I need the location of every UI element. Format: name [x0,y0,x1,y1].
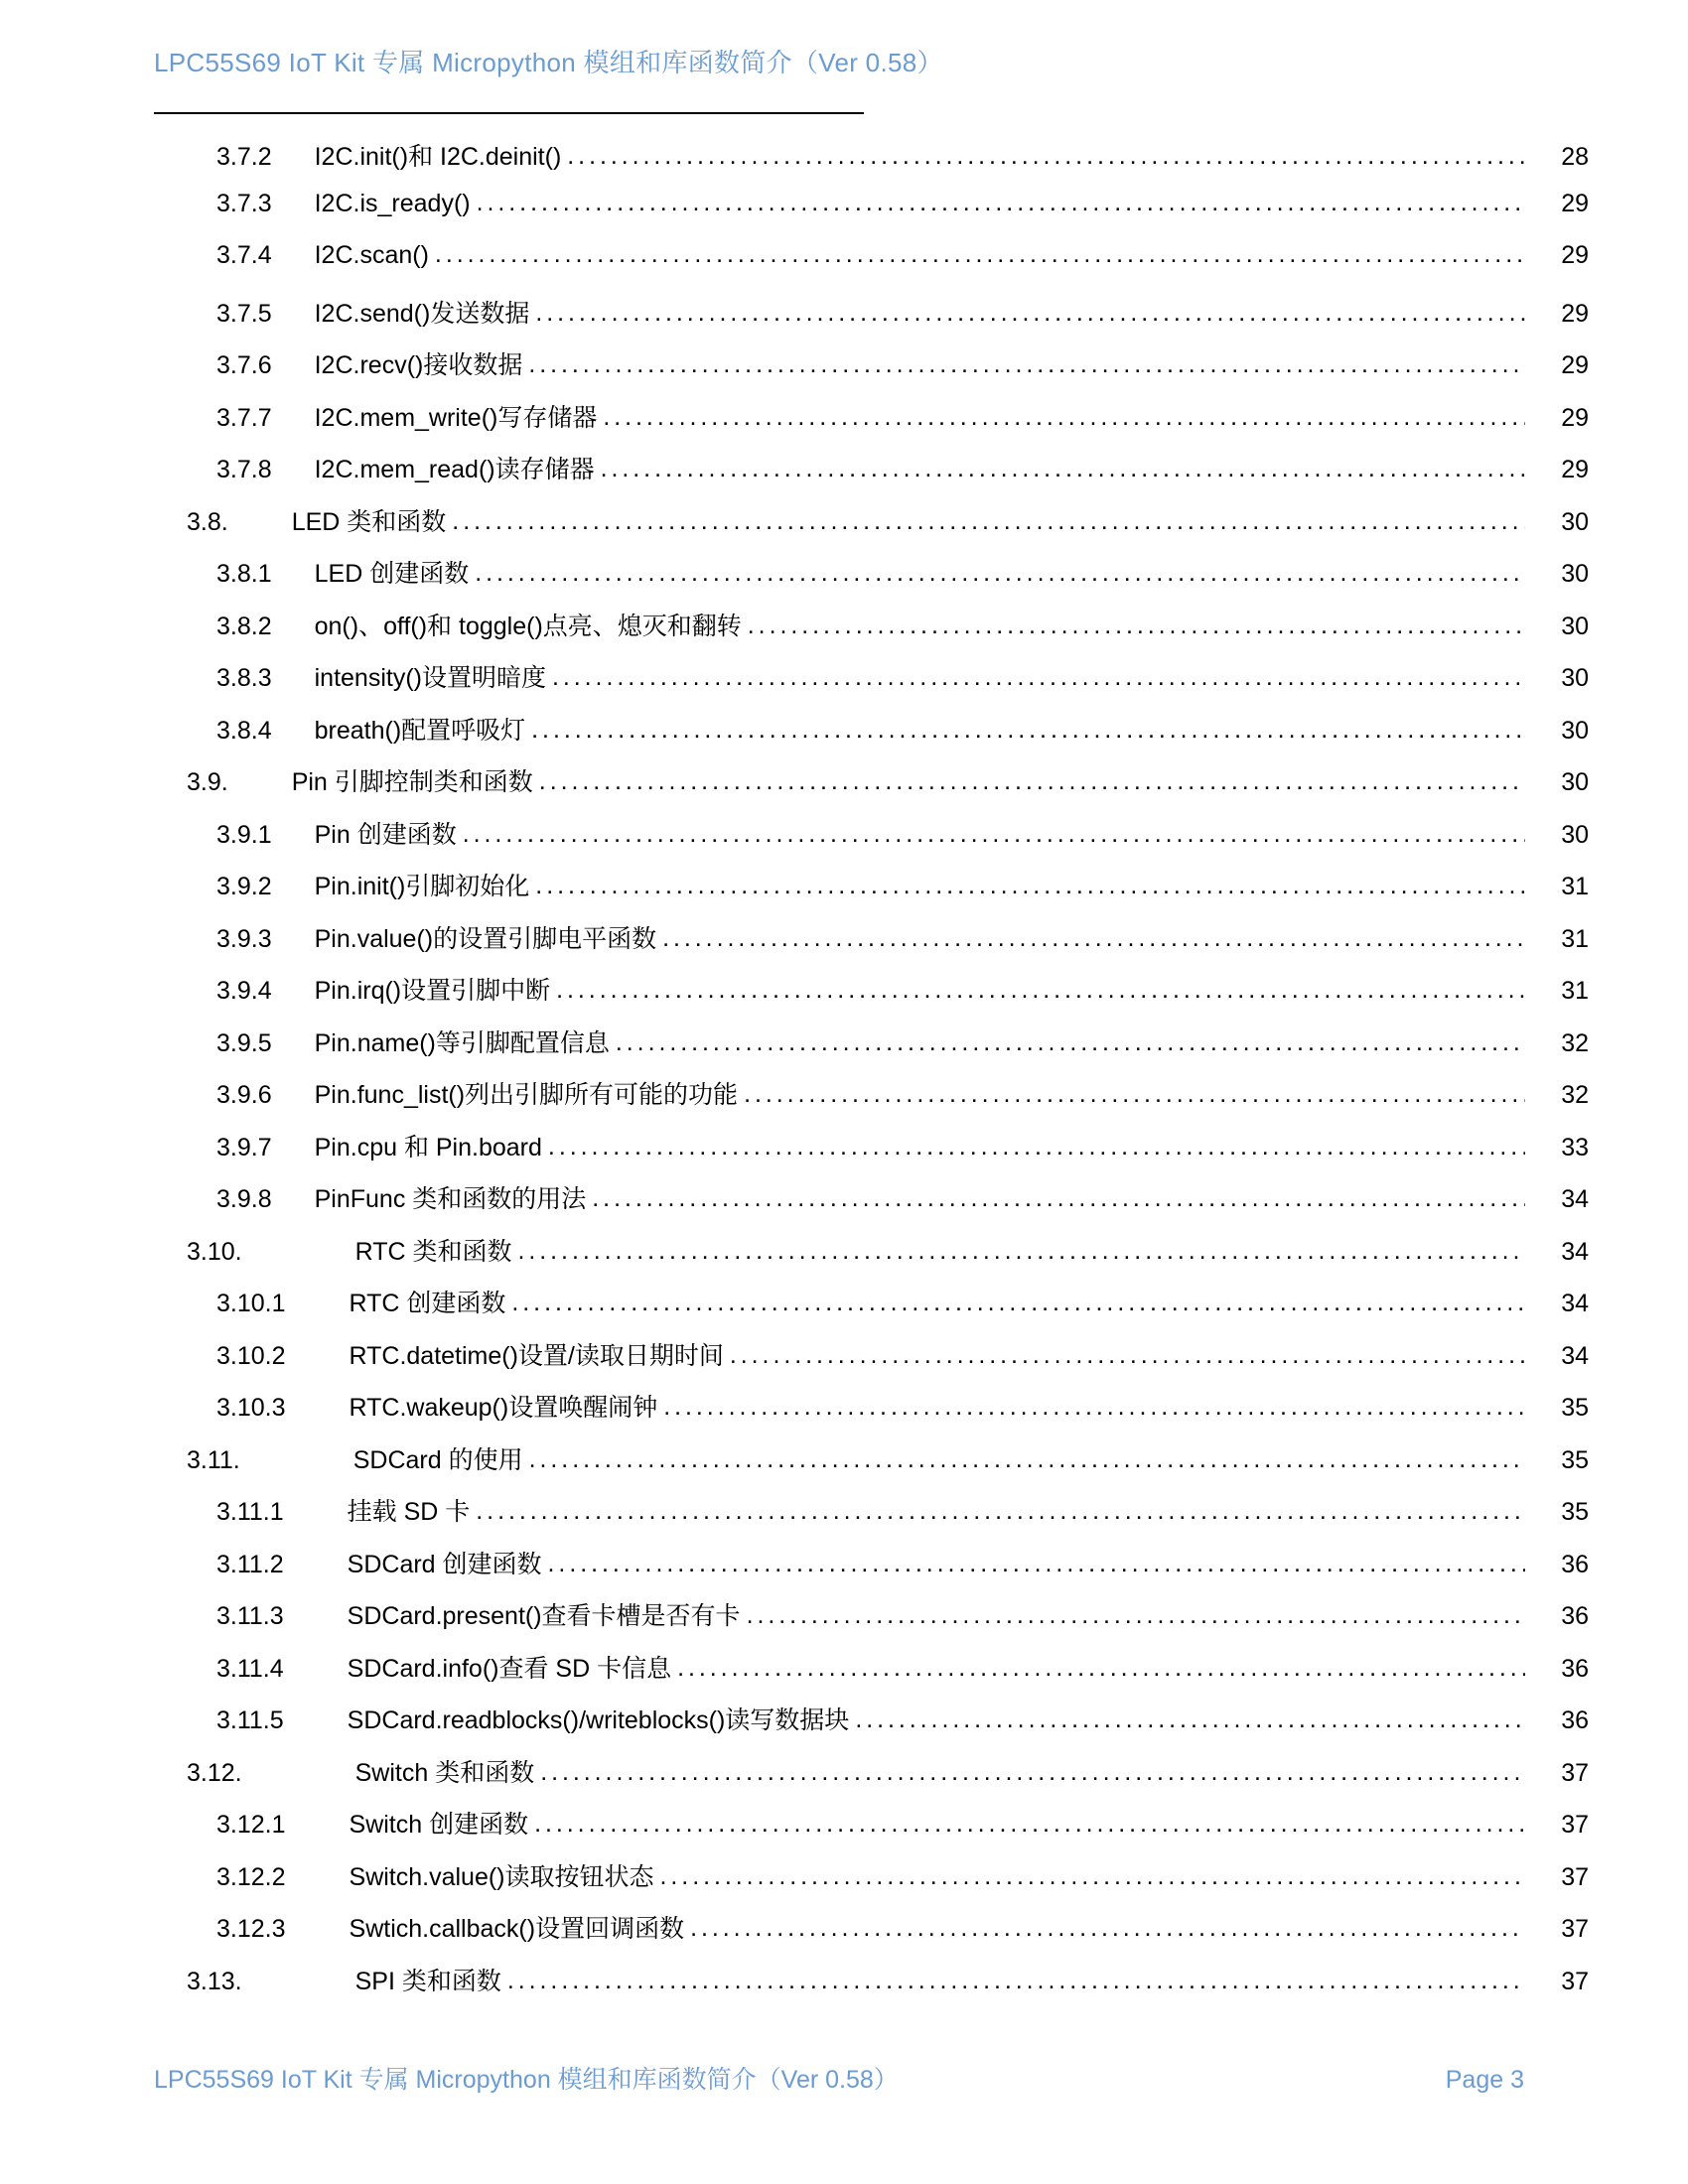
toc-entry-page-number: 30 [1561,716,1589,745]
toc-entry-number: 3.9.8 [216,1185,272,1213]
toc-entry-page-number: 29 [1561,456,1589,483]
toc-entry-number: 3.10.3 [216,1394,286,1422]
toc-entry-label: I2C.mem_read()读存储器 [314,456,595,483]
toc-dot-leader [690,1914,1525,1943]
toc-entry-number: 3.13. [187,1967,242,1995]
toc-entry-number: 3.12.3 [216,1915,286,1943]
toc-entry-label: SDCard.readblocks()/writeblocks()读写数据块 [347,1706,850,1734]
toc-dot-leader [452,507,1525,536]
toc-entry[interactable] [0,1440,1688,1493]
toc-entry-page-number: 33 [1561,1133,1589,1161]
toc-entry-page-number: 37 [1561,1862,1589,1891]
toc-entry-number: 3.12. [187,1758,242,1787]
toc-dot-leader [855,1706,1525,1734]
toc-entry-page-number: 35 [1561,1445,1589,1474]
toc-entry-number: 3.9.1 [216,820,272,849]
toc-entry-label: SDCard 创建函数 [347,1550,542,1578]
toc-entry[interactable] [0,1805,1688,1857]
toc-entry-page-number: 35 [1561,1498,1589,1526]
toc-entry-page-number: 30 [1561,768,1589,796]
toc-entry-page-number: 30 [1561,820,1589,849]
toc-entry[interactable] [0,1492,1688,1545]
toc-entry-label: Swtich.callback()设置回调函数 [349,1915,685,1943]
toc-entry-number: 3.9.4 [216,977,272,1005]
toc-entry-page-number: 34 [1561,1290,1589,1317]
toc-entry-number: 3.8.4 [216,716,272,745]
toc-entry-page-number: 34 [1561,1341,1589,1370]
toc-dot-leader [476,1497,1525,1526]
toc-entry-label: Pin.irq()设置引脚中断 [314,977,551,1005]
toc-entry-number: 3.8.2 [216,612,272,640]
toc-entry-label: I2C.init()和 I2C.deinit() [314,143,562,171]
toc-entry-label: Pin.name()等引脚配置信息 [314,1028,610,1057]
toc-entry-number: 3.10.1 [216,1290,286,1317]
toc-dot-leader [528,350,1525,379]
toc-entry[interactable] [0,450,1688,502]
page-header [154,48,1544,78]
toc-entry-number: 3.11.5 [216,1706,284,1734]
toc-dot-leader [507,1967,1525,1995]
toc-dot-leader [535,299,1525,328]
toc-entry-page-number: 30 [1561,507,1589,536]
toc-dot-leader [511,1289,1525,1317]
toc-entry-page-number: 29 [1561,189,1589,217]
toc-entry[interactable] [0,1075,1688,1128]
toc-dot-leader [744,1080,1525,1109]
toc-entry[interactable] [0,1649,1688,1702]
toc-entry-label: SPI 类和函数 [354,1967,501,1995]
toc-entry[interactable] [0,1128,1688,1180]
toc-entry[interactable] [0,919,1688,972]
toc-entry-number: 3.9.6 [216,1081,272,1109]
toc-entry[interactable] [0,398,1688,451]
toc-dot-leader [475,559,1525,588]
toc-dot-leader [748,612,1525,640]
toc-dot-leader [567,142,1525,171]
toc-entry-number: 3.11.1 [216,1498,284,1526]
toc-entry-number: 3.7.8 [216,456,272,483]
toc-entry[interactable] [0,1753,1688,1806]
toc-entry-page-number: 36 [1561,1602,1589,1630]
toc-entry-page-number: 36 [1561,1550,1589,1578]
header-divider [154,112,864,114]
toc-entry[interactable] [0,1701,1688,1753]
toc-dot-leader [539,767,1525,796]
toc-entry-page-number: 37 [1561,1915,1589,1943]
toc-entry-number: 3.11.3 [216,1602,284,1630]
toc-entry[interactable] [0,502,1688,555]
toc-entry[interactable] [0,815,1688,868]
toc-entry-number: 3.12.1 [216,1811,286,1839]
toc-entry-page-number: 29 [1561,351,1589,379]
toc-entry[interactable] [0,971,1688,1024]
toc-entry-number: 3.7.4 [216,241,272,269]
toc-entry-page-number: 35 [1561,1394,1589,1422]
toc-dot-leader [531,716,1525,745]
toc-entry-page-number: 32 [1561,1081,1589,1109]
toc-dot-leader [730,1341,1525,1370]
toc-entry-page-number: 28 [1561,143,1589,171]
toc-entry-label: 挂载 SD 卡 [347,1498,471,1526]
toc-dot-leader [534,1810,1525,1839]
toc-entry-number: 3.7.5 [216,299,272,328]
toc-entry-label: I2C.mem_write()写存储器 [314,403,598,432]
toc-entry[interactable] [0,1857,1688,1910]
toc-entry-page-number: 30 [1561,560,1589,588]
toc-entry-label: I2C.send()发送数据 [314,299,530,328]
toc-entry[interactable] [0,1962,1688,2014]
toc-dot-leader [477,189,1525,217]
toc-entry-page-number: 31 [1561,924,1589,953]
toc-entry-label: Pin 创建函数 [314,820,457,849]
toc-entry-label: PinFunc 类和函数的用法 [314,1185,587,1213]
toc-dot-leader [603,403,1525,432]
toc-entry[interactable] [0,607,1688,659]
toc-entry[interactable] [0,1284,1688,1336]
toc-entry[interactable] [0,294,1688,346]
toc-dot-leader [552,663,1525,692]
toc-dot-leader [592,1184,1525,1213]
toc-entry-page-number: 36 [1561,1654,1589,1683]
toc-entry-page-number: 37 [1561,1967,1589,1995]
toc-entry[interactable] [0,1909,1688,1962]
toc-entry-page-number: 29 [1561,403,1589,432]
toc-entry[interactable] [0,241,1688,294]
toc-entry-page-number: 37 [1561,1758,1589,1787]
toc-entry-label: RTC.datetime()设置/读取日期时间 [349,1341,724,1370]
toc-entry-page-number: 30 [1561,612,1589,640]
toc-dot-leader [660,1862,1525,1891]
toc-entry-number: 3.8.1 [216,560,272,588]
toc-entry-number: 3.9.5 [216,1028,272,1057]
toc-dot-leader [747,1601,1525,1630]
toc-entry[interactable] [0,1596,1688,1649]
toc-entry-number: 3.9. [187,768,228,796]
toc-entry-number: 3.7.3 [216,189,272,217]
toc-entry-label: breath()配置呼吸灯 [314,716,526,745]
toc-dot-leader [548,1550,1525,1578]
toc-entry-label: SDCard.present()查看卡槽是否有卡 [347,1602,741,1630]
toc-entry-label: I2C.is_ready() [314,189,471,217]
toc-entry-number: 3.8. [187,507,228,536]
footer-page-number: Page 3 [1445,2066,1524,2094]
toc-entry-number: 3.8.3 [216,664,272,692]
toc-entry-page-number: 34 [1561,1237,1589,1266]
toc-entry[interactable] [0,190,1688,242]
toc-entry-page-number: 36 [1561,1706,1589,1734]
toc-entry[interactable] [0,554,1688,607]
toc-entry-number: 3.10.2 [216,1341,286,1370]
toc-entry-label: on()、off()和 toggle()点亮、熄灭和翻转 [314,612,742,640]
toc-entry-label: Pin.cpu 和 Pin.board [314,1133,542,1161]
toc-entry-number: 3.9.2 [216,873,272,900]
toc-entry[interactable] [0,1545,1688,1597]
toc-entry-number: 3.7.2 [216,143,272,171]
toc-entry-label: RTC 创建函数 [349,1290,506,1317]
toc-dot-leader [677,1654,1525,1683]
toc-entry-page-number: 29 [1561,299,1589,328]
toc-dot-leader [463,820,1525,849]
toc-entry-label: SDCard.info()查看 SD 卡信息 [347,1654,672,1683]
toc-entry-page-number: 29 [1561,241,1589,269]
toc-dot-leader [548,1133,1525,1161]
toc-dot-leader [435,240,1525,269]
toc-entry-number: 3.9.3 [216,924,272,953]
toc-entry-page-number: 37 [1561,1811,1589,1839]
toc-entry-label: LED 创建函数 [314,560,470,588]
toc-entry-label: Switch 创建函数 [349,1811,529,1839]
toc-entry[interactable] [0,1179,1688,1232]
toc-entry-label: Pin.init()引脚初始化 [314,873,530,900]
toc-entry-number: 3.11.2 [216,1550,284,1578]
toc-entry[interactable] [0,762,1688,815]
toc-entry[interactable] [0,658,1688,711]
toc-dot-leader [540,1758,1525,1787]
toc-entry[interactable] [0,867,1688,919]
toc-entry-label: Pin 引脚控制类和函数 [291,768,533,796]
toc-dot-leader [529,1445,1525,1474]
toc-entry-number: 3.12.2 [216,1862,286,1891]
toc-entry-label: intensity()设置明暗度 [314,664,546,692]
toc-entry-number: 3.11.4 [216,1654,284,1683]
toc-entry[interactable] [0,1232,1688,1285]
toc-entry-number: 3.9.7 [216,1133,272,1161]
toc-entry[interactable] [0,137,1688,190]
footer-document-title: LPC55S69 IoT Kit 专属 Micropython 模组和库函数简介（Ver 0.58） [154,2066,899,2094]
toc-entry-number: 3.7.6 [216,351,272,379]
toc-entry-label: SDCard 的使用 [352,1445,523,1474]
toc-entry-label: Pin.func_list()列出引脚所有可能的功能 [314,1081,739,1109]
toc-entry-page-number: 31 [1561,977,1589,1005]
toc-entry-page-number: 32 [1561,1028,1589,1057]
toc-entry-number: 3.11. [187,1445,240,1474]
toc-entry[interactable] [0,711,1688,763]
toc-entry[interactable] [0,345,1688,398]
toc-entry-label: I2C.scan() [314,241,429,269]
toc-entry-page-number: 30 [1561,664,1589,692]
toc-dot-leader [556,976,1525,1005]
toc-entry-label: LED 类和函数 [291,507,447,536]
toc-dot-leader [662,924,1525,953]
toc-entry[interactable] [0,1024,1688,1076]
toc-dot-leader [601,455,1525,483]
toc-dot-leader [663,1393,1525,1422]
toc-entry-label: RTC 类和函数 [354,1237,512,1266]
toc-entry-label: RTC.wakeup()设置唤醒闹钟 [349,1394,658,1422]
toc-entry-number: 3.7.7 [216,403,272,432]
toc-entry-number: 3.10. [187,1237,242,1266]
toc-entry-label: Switch 类和函数 [354,1758,535,1787]
header-title: LPC55S69 IoT Kit 专属 Micropython 模组和库函数简介（Ver 0.58） [154,48,943,77]
page-footer [0,2060,1688,2100]
toc-dot-leader [535,872,1525,900]
toc-entry-label: Pin.value()的设置引脚电平函数 [314,924,657,953]
toc-entry-page-number: 31 [1561,873,1589,900]
toc-entry-page-number: 34 [1561,1185,1589,1213]
toc-dot-leader [616,1028,1525,1057]
toc-entry-label: Switch.value()读取按钮状态 [349,1862,654,1891]
toc-dot-leader [517,1237,1525,1266]
toc-entry[interactable] [0,1388,1688,1440]
toc-entry-label: I2C.recv()接收数据 [314,351,523,379]
table-of-contents [0,137,1688,2013]
toc-entry[interactable] [0,1336,1688,1389]
